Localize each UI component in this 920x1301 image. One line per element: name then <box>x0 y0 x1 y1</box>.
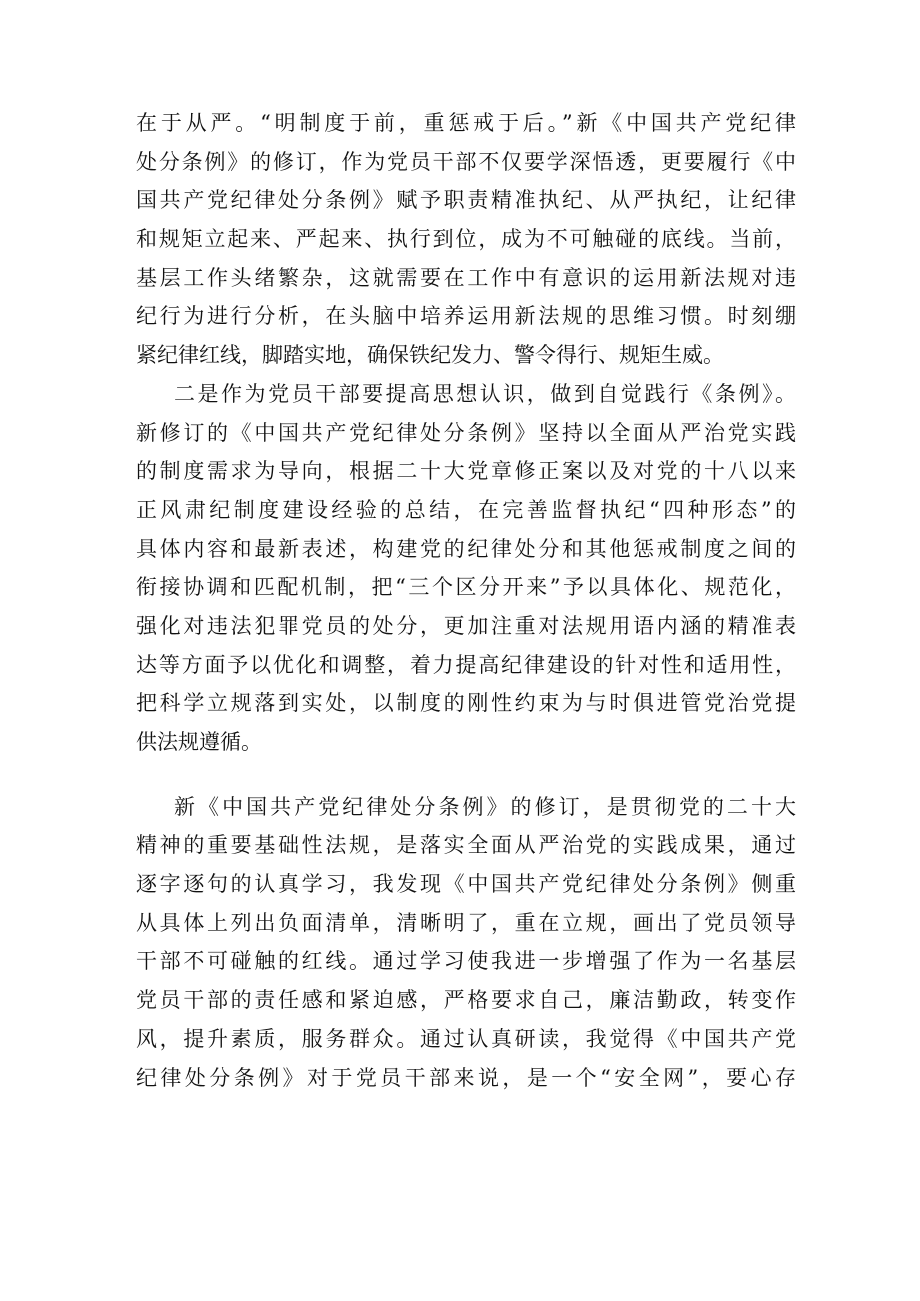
text-line: 纪律处分条例》对于党员干部来说，是一个“安全网”，要心存 <box>136 1065 796 1090</box>
text-line: 纪行为进行分析，在头脑中培养运用新法规的思维习惯。时刻绷 <box>136 304 796 329</box>
text-line: 紧纪律红线，脚踏实地，确保铁纪发力、警令得行、规矩生威。 <box>136 343 724 368</box>
text-line: 把科学立规落到实处，以制度的刚性约束为与时俱进管党治党提 <box>136 691 796 716</box>
text-line: 精神的重要基础性法规，是落实全面从严治党的实践成果，通过 <box>136 833 796 858</box>
text-line: 正风肃纪制度建设经验的总结，在完善监督执纪“四种形态”的 <box>136 497 796 522</box>
paragraph-3 <box>136 788 796 1098</box>
text-line: 逐字逐句的认真学习，我发现《中国共产党纪律处分条例》侧重 <box>136 872 796 897</box>
text-line: 在于从严。“明制度于前，重惩戒于后。”新《中国共产党纪律 <box>136 111 796 135</box>
text-line: 二是作为党员干部要提高思想认识，做到自觉践行《条例》。 <box>174 381 796 406</box>
text-line: 供法规遵循。 <box>136 730 262 754</box>
text-line: 基层工作头绪繁杂，这就需要在工作中有意识的运用新法规对违 <box>136 265 796 290</box>
text-line: 强化对违法犯罪党员的处分，更加注重对法规用语内涵的精准表 <box>136 613 796 638</box>
paragraph-2 <box>136 375 796 762</box>
text-line: 党员干部的责任感和紧迫感，严格要求自己，廉洁勤政，转变作 <box>136 988 796 1013</box>
text-line: 新修订的《中国共产党纪律处分条例》坚持以全面从严治党实践 <box>136 420 796 445</box>
document-body <box>136 104 796 1097</box>
text-line: 国共产党纪律处分条例》赋予职责精准执纪、从严执纪，让纪律 <box>136 188 796 213</box>
text-line: 的制度需求为导向，根据二十大党章修正案以及对党的十八以来 <box>136 459 796 484</box>
paragraph-spacer <box>136 762 796 788</box>
text-line: 风，提升素质，服务群众。通过认真研读，我觉得《中国共产党 <box>136 1026 796 1051</box>
text-line: 衔接协调和匹配机制，把“三个区分开来”予以具体化、规范化， <box>136 575 796 600</box>
text-line: 处分条例》的修订，作为党员干部不仅要学深悟透，更要履行《中 <box>136 149 796 174</box>
text-line: 具体内容和最新表述，构建党的纪律处分和其他惩戒制度之间的 <box>136 536 796 561</box>
text-line: 达等方面予以优化和调整，着力提高纪律建设的针对性和适用性， <box>136 652 796 677</box>
text-line: 和规矩立起来、严起来、执行到位，成为不可触碰的底线。当前， <box>136 227 796 252</box>
text-line: 新《中国共产党纪律处分条例》的修订，是贯彻党的二十大 <box>174 794 796 819</box>
text-line: 干部不可碰触的红线。通过学习使我进一步增强了作为一名基层 <box>136 949 796 974</box>
text-line: 从具体上列出负面清单，清晰明了，重在立规，画出了党员领导 <box>136 910 796 935</box>
paragraph-1 <box>136 104 796 375</box>
